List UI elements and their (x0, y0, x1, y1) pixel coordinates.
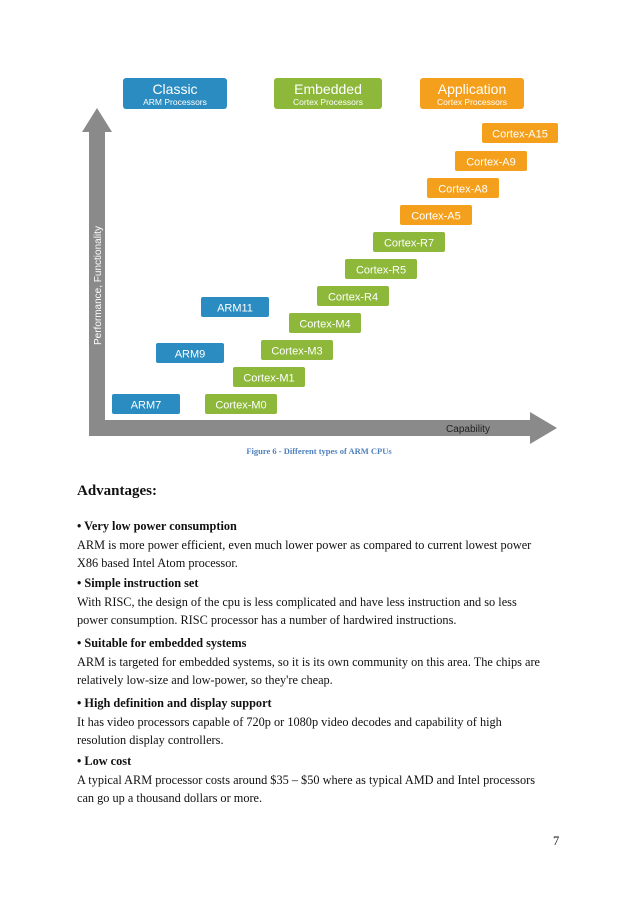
proc-cortex-r5-label: Cortex-R5 (355, 264, 407, 277)
advantage-title: • Low cost (77, 754, 132, 768)
page-number: 7 (553, 834, 560, 848)
advantage-item (77, 574, 562, 630)
advantage-item (77, 634, 562, 690)
proc-cortex-r4-label: Cortex-R4 (327, 291, 379, 304)
advantage-item (77, 694, 562, 750)
proc-cortex-r5 (345, 259, 417, 279)
category-embedded-subtitle: Cortex Processors (293, 97, 363, 107)
advantage-line: ARM is more power efficient, even much lower power as compared to current lowest power (77, 537, 532, 552)
proc-arm7-label: ARM7 (130, 399, 162, 412)
arm-cpu-figure (0, 0, 638, 450)
advantage-item (77, 752, 562, 808)
advantage-line: ARM is targeted for embedded systems, so it is its own community on this area. The chips are (77, 654, 540, 669)
proc-cortex-a9-label: Cortex-A9 (466, 156, 516, 169)
category-embedded (274, 78, 382, 109)
advantage-line: relatively low-size and low-power, so they're cheap. (77, 673, 333, 687)
category-embedded-title: Embedded (294, 81, 362, 97)
category-application (420, 78, 524, 109)
proc-cortex-r7 (373, 232, 445, 252)
advantage-line: X86 based Intel Atom processor. (77, 556, 238, 570)
advantage-line: resolution display controllers. (77, 733, 224, 747)
advantage-title: • Very low power consumption (77, 519, 237, 533)
advantage-line: With RISC, the design of the cpu is less complicated and have less instruction and so less (77, 594, 517, 609)
proc-cortex-a8 (427, 178, 499, 198)
advantage-line: A typical ARM processor costs around $35 – $50 where as typical AMD and Intel processors (77, 772, 535, 787)
advantage-item (77, 517, 562, 573)
advantage-line: It has video processors capable of 720p or 1080p video decodes and capability of high (77, 714, 502, 729)
proc-arm9-label: ARM9 (174, 348, 206, 361)
category-application-title: Application (437, 81, 507, 97)
proc-cortex-m4-label: Cortex-M4 (299, 318, 351, 331)
proc-cortex-m4 (289, 313, 361, 333)
proc-cortex-a9 (455, 151, 527, 171)
proc-arm9 (156, 343, 224, 363)
proc-cortex-r4 (317, 286, 389, 306)
category-application-subtitle: Cortex Processors (437, 97, 507, 107)
advantage-line: can go up a thousand dollars or more. (77, 791, 263, 805)
advantage-line: power consumption. RISC processor has a number of hardwired instructions. (77, 613, 457, 627)
proc-cortex-m3-label: Cortex-M3 (271, 345, 323, 358)
proc-cortex-m3 (261, 340, 333, 360)
axis-y-label: Performance, Functionality (93, 226, 104, 345)
advantage-title: • Simple instruction set (77, 576, 199, 590)
proc-arm7 (112, 394, 180, 414)
proc-cortex-a8-label: Cortex-A8 (438, 183, 488, 196)
proc-cortex-m0-label: Cortex-M0 (215, 399, 267, 412)
proc-arm11 (201, 297, 269, 317)
proc-cortex-a5 (400, 205, 472, 225)
proc-cortex-m1-label: Cortex-M1 (243, 372, 295, 385)
figure-caption: Figure 6 - Different types of ARM CPUs (246, 446, 392, 456)
proc-cortex-r7-label: Cortex-R7 (383, 237, 435, 250)
proc-arm11-label: ARM11 (217, 302, 253, 315)
axis-x-label: Capability (446, 424, 490, 435)
advantage-title: • Suitable for embedded systems (77, 636, 247, 650)
proc-cortex-a15-label: Cortex-A15 (492, 128, 548, 141)
category-classic-subtitle: ARM Processors (143, 97, 207, 107)
proc-cortex-a5-label: Cortex-A5 (411, 210, 461, 223)
advantage-title: • High definition and display support (77, 696, 272, 710)
proc-cortex-m0 (205, 394, 277, 414)
category-classic-title: Classic (152, 81, 198, 97)
advantages-heading: Advantages: (77, 483, 158, 499)
proc-cortex-a15 (482, 123, 558, 143)
category-classic (123, 78, 227, 109)
proc-cortex-m1 (233, 367, 305, 387)
